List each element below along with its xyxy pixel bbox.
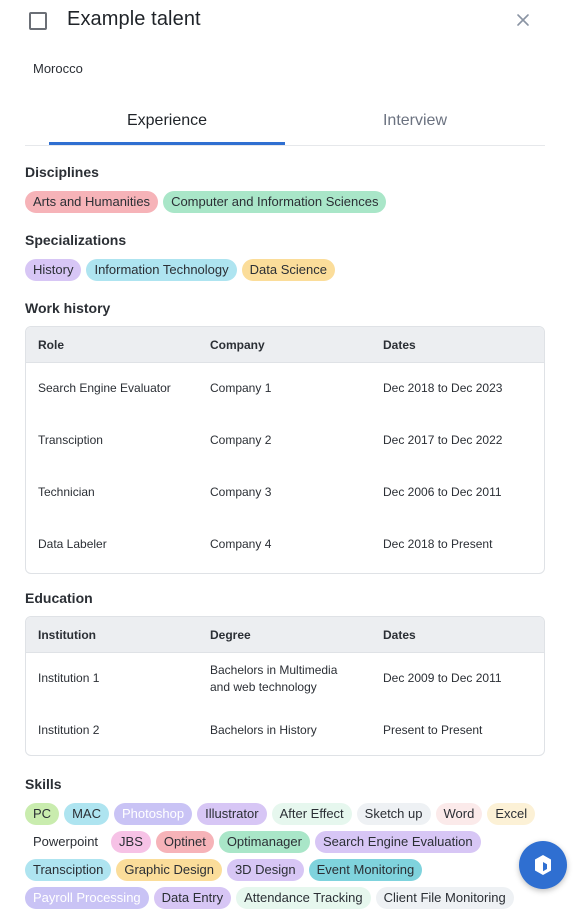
role-cell: Data Labeler (38, 537, 107, 551)
column-header-role: Role (38, 338, 65, 352)
close-icon[interactable] (512, 9, 534, 31)
dates-cell: Present to Present (383, 723, 483, 737)
dates-cell: Dec 2006 to Dec 2011 (383, 485, 502, 499)
role-cell: Search Engine Evaluator (38, 381, 171, 395)
tab-experience[interactable]: Experience (49, 104, 285, 145)
column-header-institution: Institution (38, 628, 96, 642)
page-title: Example talent (67, 8, 201, 30)
tab-interview[interactable]: Interview (382, 112, 448, 129)
tag-chip: 3D Design (227, 859, 304, 881)
tag-chip: Information Technology (86, 259, 236, 281)
tag-chip: Photoshop (114, 803, 192, 825)
tag-chip: Graphic Design (116, 859, 222, 881)
country-text: Morocco (33, 61, 83, 76)
education-heading: Education (25, 590, 93, 606)
company-cell: Company 1 (210, 381, 272, 395)
tag-chip: Client File Monitoring (376, 887, 514, 909)
disciplines-chips (25, 191, 386, 213)
column-header-degree: Degree (210, 628, 251, 642)
institution-cell: Institution 2 (38, 723, 100, 737)
skills-chips-row (25, 803, 535, 825)
table-row (26, 363, 544, 415)
column-header-company: Company (210, 338, 265, 352)
institution-cell: Institution 1 (38, 671, 100, 685)
tab-bar (25, 104, 545, 146)
dates-cell: Dec 2009 to Dec 2011 (383, 671, 502, 685)
tag-chip: History (25, 259, 81, 281)
company-cell: Company 2 (210, 433, 272, 447)
column-header-dates: Dates (383, 628, 416, 642)
skills-chips-row (25, 831, 481, 853)
dates-cell: Dec 2018 to Dec 2023 (383, 381, 503, 395)
tag-chip: Data Entry (154, 887, 231, 909)
company-cell: Company 4 (210, 537, 272, 551)
specializations-chips (25, 259, 335, 281)
work-history-heading: Work history (25, 300, 111, 316)
table-row (26, 705, 544, 755)
role-cell: Technician (38, 485, 95, 499)
tag-chip: Search Engine Evaluation (315, 831, 481, 853)
work-history-table (25, 326, 545, 574)
tag-chip: Powerpoint (25, 831, 106, 853)
tag-chip: Optinet (156, 831, 214, 853)
degree-cell: Bachelors in History (210, 723, 317, 737)
tag-chip: Transciption (25, 859, 111, 881)
tag-chip: Optimanager (219, 831, 310, 853)
column-header-dates: Dates (383, 338, 416, 352)
company-cell: Company 3 (210, 485, 272, 499)
table-row (26, 467, 544, 519)
tag-chip: Arts and Humanities (25, 191, 158, 213)
skills-heading: Skills (25, 776, 62, 792)
dates-cell: Dec 2017 to Dec 2022 (383, 433, 503, 447)
degree-cell: Bachelors in Multimedia and web technology (210, 663, 338, 694)
assistant-fab-button[interactable] (519, 841, 567, 889)
table-row (26, 653, 544, 705)
tag-chip: MAC (64, 803, 109, 825)
cube-icon (519, 841, 567, 889)
disciplines-heading: Disciplines (25, 164, 99, 180)
tag-chip: Illustrator (197, 803, 266, 825)
tag-chip: Computer and Information Sciences (163, 191, 386, 213)
tag-chip: Sketch up (357, 803, 431, 825)
table-header (26, 327, 544, 363)
tag-chip: Payroll Processing (25, 887, 149, 909)
dates-cell: Dec 2018 to Present (383, 537, 493, 551)
table-header (26, 617, 544, 653)
tag-chip: PC (25, 803, 59, 825)
tag-chip: JBS (111, 831, 151, 853)
specializations-heading: Specializations (25, 232, 127, 248)
education-table (25, 616, 545, 756)
tag-chip: Event Monitoring (309, 859, 423, 881)
tag-chip: Word (436, 803, 483, 825)
table-row (26, 519, 544, 573)
tag-chip: Attendance Tracking (236, 887, 371, 909)
role-cell: Transciption (38, 433, 103, 447)
tag-chip: Data Science (242, 259, 335, 281)
tag-chip: After Effect (272, 803, 352, 825)
drawer-header (0, 0, 577, 44)
select-talent-checkbox[interactable] (29, 12, 47, 30)
tag-chip: Excel (487, 803, 535, 825)
skills-chips-row (25, 887, 514, 909)
skills-chips-row (25, 859, 422, 881)
table-row (26, 415, 544, 467)
